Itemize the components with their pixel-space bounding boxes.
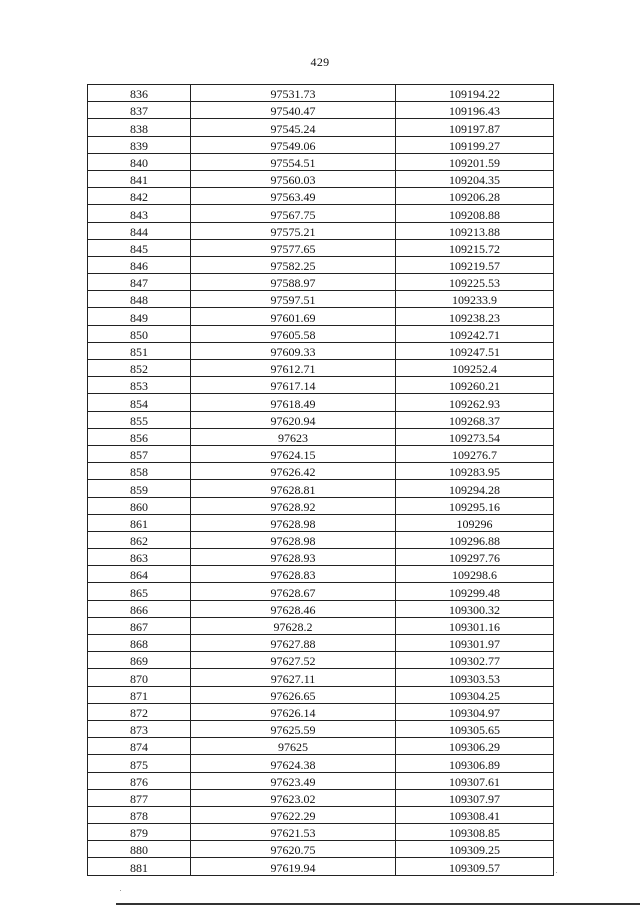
point-number-cell: 844 <box>88 222 191 239</box>
x-coordinate-cell: 97563.49 <box>191 188 396 205</box>
table-row <box>88 686 554 703</box>
y-coordinate-cell: 109304.97 <box>396 703 554 720</box>
x-coordinate-cell: 97588.97 <box>191 274 396 291</box>
x-coordinate-cell: 97628.81 <box>191 480 396 497</box>
y-coordinate-cell: 109199.27 <box>396 136 554 153</box>
point-number-cell: 875 <box>88 755 191 772</box>
y-coordinate-cell: 109297.76 <box>396 549 554 566</box>
y-coordinate-cell: 109242.71 <box>396 325 554 342</box>
y-coordinate-cell: 109215.72 <box>396 239 554 256</box>
x-coordinate-cell: 97554.51 <box>191 153 396 170</box>
point-number-cell: 872 <box>88 703 191 720</box>
y-coordinate-cell: 109306.29 <box>396 738 554 755</box>
table-row <box>88 170 554 187</box>
table-row <box>88 824 554 841</box>
x-coordinate-cell: 97624.38 <box>191 755 396 772</box>
y-coordinate-cell: 109298.6 <box>396 566 554 583</box>
point-number-cell: 873 <box>88 720 191 737</box>
y-coordinate-cell: 109295.16 <box>396 497 554 514</box>
table-row <box>88 566 554 583</box>
point-number-cell: 880 <box>88 841 191 858</box>
y-coordinate-cell: 109204.35 <box>396 170 554 187</box>
point-number-cell: 840 <box>88 153 191 170</box>
table-row <box>88 239 554 256</box>
x-coordinate-cell: 97627.11 <box>191 669 396 686</box>
y-coordinate-cell: 109304.25 <box>396 686 554 703</box>
table-row <box>88 360 554 377</box>
y-coordinate-cell: 109219.57 <box>396 256 554 273</box>
y-coordinate-cell: 109233.9 <box>396 291 554 308</box>
point-number-cell: 881 <box>88 858 191 875</box>
x-coordinate-cell: 97625 <box>191 738 396 755</box>
x-coordinate-cell: 97597.51 <box>191 291 396 308</box>
x-coordinate-cell: 97531.73 <box>191 85 396 102</box>
table-row <box>88 806 554 823</box>
point-number-cell: 845 <box>88 239 191 256</box>
x-coordinate-cell: 97619.94 <box>191 858 396 875</box>
x-coordinate-cell: 97626.65 <box>191 686 396 703</box>
point-number-cell: 859 <box>88 480 191 497</box>
y-coordinate-cell: 109194.22 <box>396 85 554 102</box>
table-row <box>88 583 554 600</box>
table-row <box>88 531 554 548</box>
table-row <box>88 85 554 102</box>
table-row <box>88 755 554 772</box>
x-coordinate-cell: 97601.69 <box>191 308 396 325</box>
table-row <box>88 703 554 720</box>
table-row <box>88 480 554 497</box>
point-number-cell: 851 <box>88 342 191 359</box>
table-row <box>88 428 554 445</box>
point-number-cell: 843 <box>88 205 191 222</box>
x-coordinate-cell: 97627.88 <box>191 635 396 652</box>
point-number-cell: 855 <box>88 411 191 428</box>
table-row <box>88 325 554 342</box>
y-coordinate-cell: 109225.53 <box>396 274 554 291</box>
y-coordinate-cell: 109296 <box>396 514 554 531</box>
x-coordinate-cell: 97628.98 <box>191 531 396 548</box>
x-coordinate-cell: 97612.71 <box>191 360 396 377</box>
point-number-cell: 877 <box>88 789 191 806</box>
y-coordinate-cell: 109294.28 <box>396 480 554 497</box>
y-coordinate-cell: 109302.77 <box>396 652 554 669</box>
table-row <box>88 188 554 205</box>
table-row <box>88 377 554 394</box>
point-number-cell: 867 <box>88 617 191 634</box>
point-number-cell: 869 <box>88 652 191 669</box>
x-coordinate-cell: 97567.75 <box>191 205 396 222</box>
y-coordinate-cell: 109196.43 <box>396 102 554 119</box>
point-number-cell: 866 <box>88 600 191 617</box>
y-coordinate-cell: 109308.41 <box>396 806 554 823</box>
point-number-cell: 841 <box>88 170 191 187</box>
table-row <box>88 153 554 170</box>
table-row <box>88 497 554 514</box>
point-number-cell: 850 <box>88 325 191 342</box>
point-number-cell: 874 <box>88 738 191 755</box>
table-row <box>88 205 554 222</box>
point-number-cell: 836 <box>88 85 191 102</box>
table-row <box>88 136 554 153</box>
point-number-cell: 868 <box>88 635 191 652</box>
x-coordinate-cell: 97545.24 <box>191 119 396 136</box>
y-coordinate-cell: 109303.53 <box>396 669 554 686</box>
point-number-cell: 858 <box>88 463 191 480</box>
coordinates-table <box>87 84 554 876</box>
y-coordinate-cell: 109308.85 <box>396 824 554 841</box>
x-coordinate-cell: 97628.46 <box>191 600 396 617</box>
point-number-cell: 865 <box>88 583 191 600</box>
y-coordinate-cell: 109213.88 <box>396 222 554 239</box>
x-coordinate-cell: 97628.2 <box>191 617 396 634</box>
y-coordinate-cell: 109273.54 <box>396 428 554 445</box>
table-row <box>88 549 554 566</box>
y-coordinate-cell: 109238.23 <box>396 308 554 325</box>
x-coordinate-cell: 97620.75 <box>191 841 396 858</box>
x-coordinate-cell: 97577.65 <box>191 239 396 256</box>
point-number-cell: 848 <box>88 291 191 308</box>
point-number-cell: 839 <box>88 136 191 153</box>
point-number-cell: 856 <box>88 428 191 445</box>
y-coordinate-cell: 109301.97 <box>396 635 554 652</box>
x-coordinate-cell: 97582.25 <box>191 256 396 273</box>
table-row <box>88 652 554 669</box>
x-coordinate-cell: 97623.02 <box>191 789 396 806</box>
point-number-cell: 842 <box>88 188 191 205</box>
table-row <box>88 445 554 462</box>
point-number-cell: 852 <box>88 360 191 377</box>
table-row <box>88 308 554 325</box>
table-row <box>88 274 554 291</box>
x-coordinate-cell: 97617.14 <box>191 377 396 394</box>
table-row <box>88 291 554 308</box>
x-coordinate-cell: 97540.47 <box>191 102 396 119</box>
x-coordinate-cell: 97625.59 <box>191 720 396 737</box>
x-coordinate-cell: 97626.42 <box>191 463 396 480</box>
table-row <box>88 772 554 789</box>
point-number-cell: 849 <box>88 308 191 325</box>
y-coordinate-cell: 109299.48 <box>396 583 554 600</box>
table-row <box>88 102 554 119</box>
x-coordinate-cell: 97623 <box>191 428 396 445</box>
x-coordinate-cell: 97618.49 <box>191 394 396 411</box>
y-coordinate-cell: 109307.61 <box>396 772 554 789</box>
table-row <box>88 635 554 652</box>
x-coordinate-cell: 97628.83 <box>191 566 396 583</box>
point-number-cell: 870 <box>88 669 191 686</box>
x-coordinate-cell: 97624.15 <box>191 445 396 462</box>
y-coordinate-cell: 109247.51 <box>396 342 554 359</box>
table-row <box>88 738 554 755</box>
point-number-cell: 853 <box>88 377 191 394</box>
table-row <box>88 789 554 806</box>
y-coordinate-cell: 109306.89 <box>396 755 554 772</box>
page-number: 429 <box>310 55 330 69</box>
y-coordinate-cell: 109300.32 <box>396 600 554 617</box>
table-row <box>88 394 554 411</box>
y-coordinate-cell: 109206.28 <box>396 188 554 205</box>
y-coordinate-cell: 109208.88 <box>396 205 554 222</box>
table-row <box>88 411 554 428</box>
x-coordinate-cell: 97605.58 <box>191 325 396 342</box>
table-row <box>88 514 554 531</box>
y-coordinate-cell: 109201.59 <box>396 153 554 170</box>
point-number-cell: 871 <box>88 686 191 703</box>
y-coordinate-cell: 109197.87 <box>396 119 554 136</box>
table-row <box>88 256 554 273</box>
table-row <box>88 841 554 858</box>
point-number-cell: 862 <box>88 531 191 548</box>
point-number-cell: 878 <box>88 806 191 823</box>
x-coordinate-cell: 97627.52 <box>191 652 396 669</box>
x-coordinate-cell: 97623.49 <box>191 772 396 789</box>
y-coordinate-cell: 109301.16 <box>396 617 554 634</box>
table-row <box>88 720 554 737</box>
y-coordinate-cell: 109307.97 <box>396 789 554 806</box>
x-coordinate-cell: 97620.94 <box>191 411 396 428</box>
point-number-cell: 879 <box>88 824 191 841</box>
point-number-cell: 876 <box>88 772 191 789</box>
x-coordinate-cell: 97626.14 <box>191 703 396 720</box>
y-coordinate-cell: 109262.93 <box>396 394 554 411</box>
x-coordinate-cell: 97575.21 <box>191 222 396 239</box>
table-row <box>88 669 554 686</box>
point-number-cell: 837 <box>88 102 191 119</box>
table-row <box>88 119 554 136</box>
point-number-cell: 860 <box>88 497 191 514</box>
table-row <box>88 222 554 239</box>
y-coordinate-cell: 109252.4 <box>396 360 554 377</box>
y-coordinate-cell: 109260.21 <box>396 377 554 394</box>
point-number-cell: 863 <box>88 549 191 566</box>
table-row <box>88 858 554 875</box>
x-coordinate-cell: 97621.53 <box>191 824 396 841</box>
table-row <box>88 617 554 634</box>
x-coordinate-cell: 97560.03 <box>191 170 396 187</box>
point-number-cell: 864 <box>88 566 191 583</box>
x-coordinate-cell: 97628.98 <box>191 514 396 531</box>
table-body <box>88 85 554 876</box>
table-row <box>88 463 554 480</box>
point-number-cell: 846 <box>88 256 191 273</box>
y-coordinate-cell: 109268.37 <box>396 411 554 428</box>
y-coordinate-cell: 109309.25 <box>396 841 554 858</box>
y-coordinate-cell: 109283.95 <box>396 463 554 480</box>
x-coordinate-cell: 97549.06 <box>191 136 396 153</box>
point-number-cell: 847 <box>88 274 191 291</box>
y-coordinate-cell: 109309.57 <box>396 858 554 875</box>
point-number-cell: 857 <box>88 445 191 462</box>
table-row <box>88 342 554 359</box>
x-coordinate-cell: 97628.93 <box>191 549 396 566</box>
y-coordinate-cell: 109296.88 <box>396 531 554 548</box>
y-coordinate-cell: 109276.7 <box>396 445 554 462</box>
table-row <box>88 600 554 617</box>
x-coordinate-cell: 97622.29 <box>191 806 396 823</box>
scan-speck <box>556 872 557 873</box>
scan-speck <box>120 890 121 891</box>
point-number-cell: 854 <box>88 394 191 411</box>
y-coordinate-cell: 109305.65 <box>396 720 554 737</box>
point-number-cell: 838 <box>88 119 191 136</box>
x-coordinate-cell: 97609.33 <box>191 342 396 359</box>
point-number-cell: 861 <box>88 514 191 531</box>
x-coordinate-cell: 97628.92 <box>191 497 396 514</box>
x-coordinate-cell: 97628.67 <box>191 583 396 600</box>
